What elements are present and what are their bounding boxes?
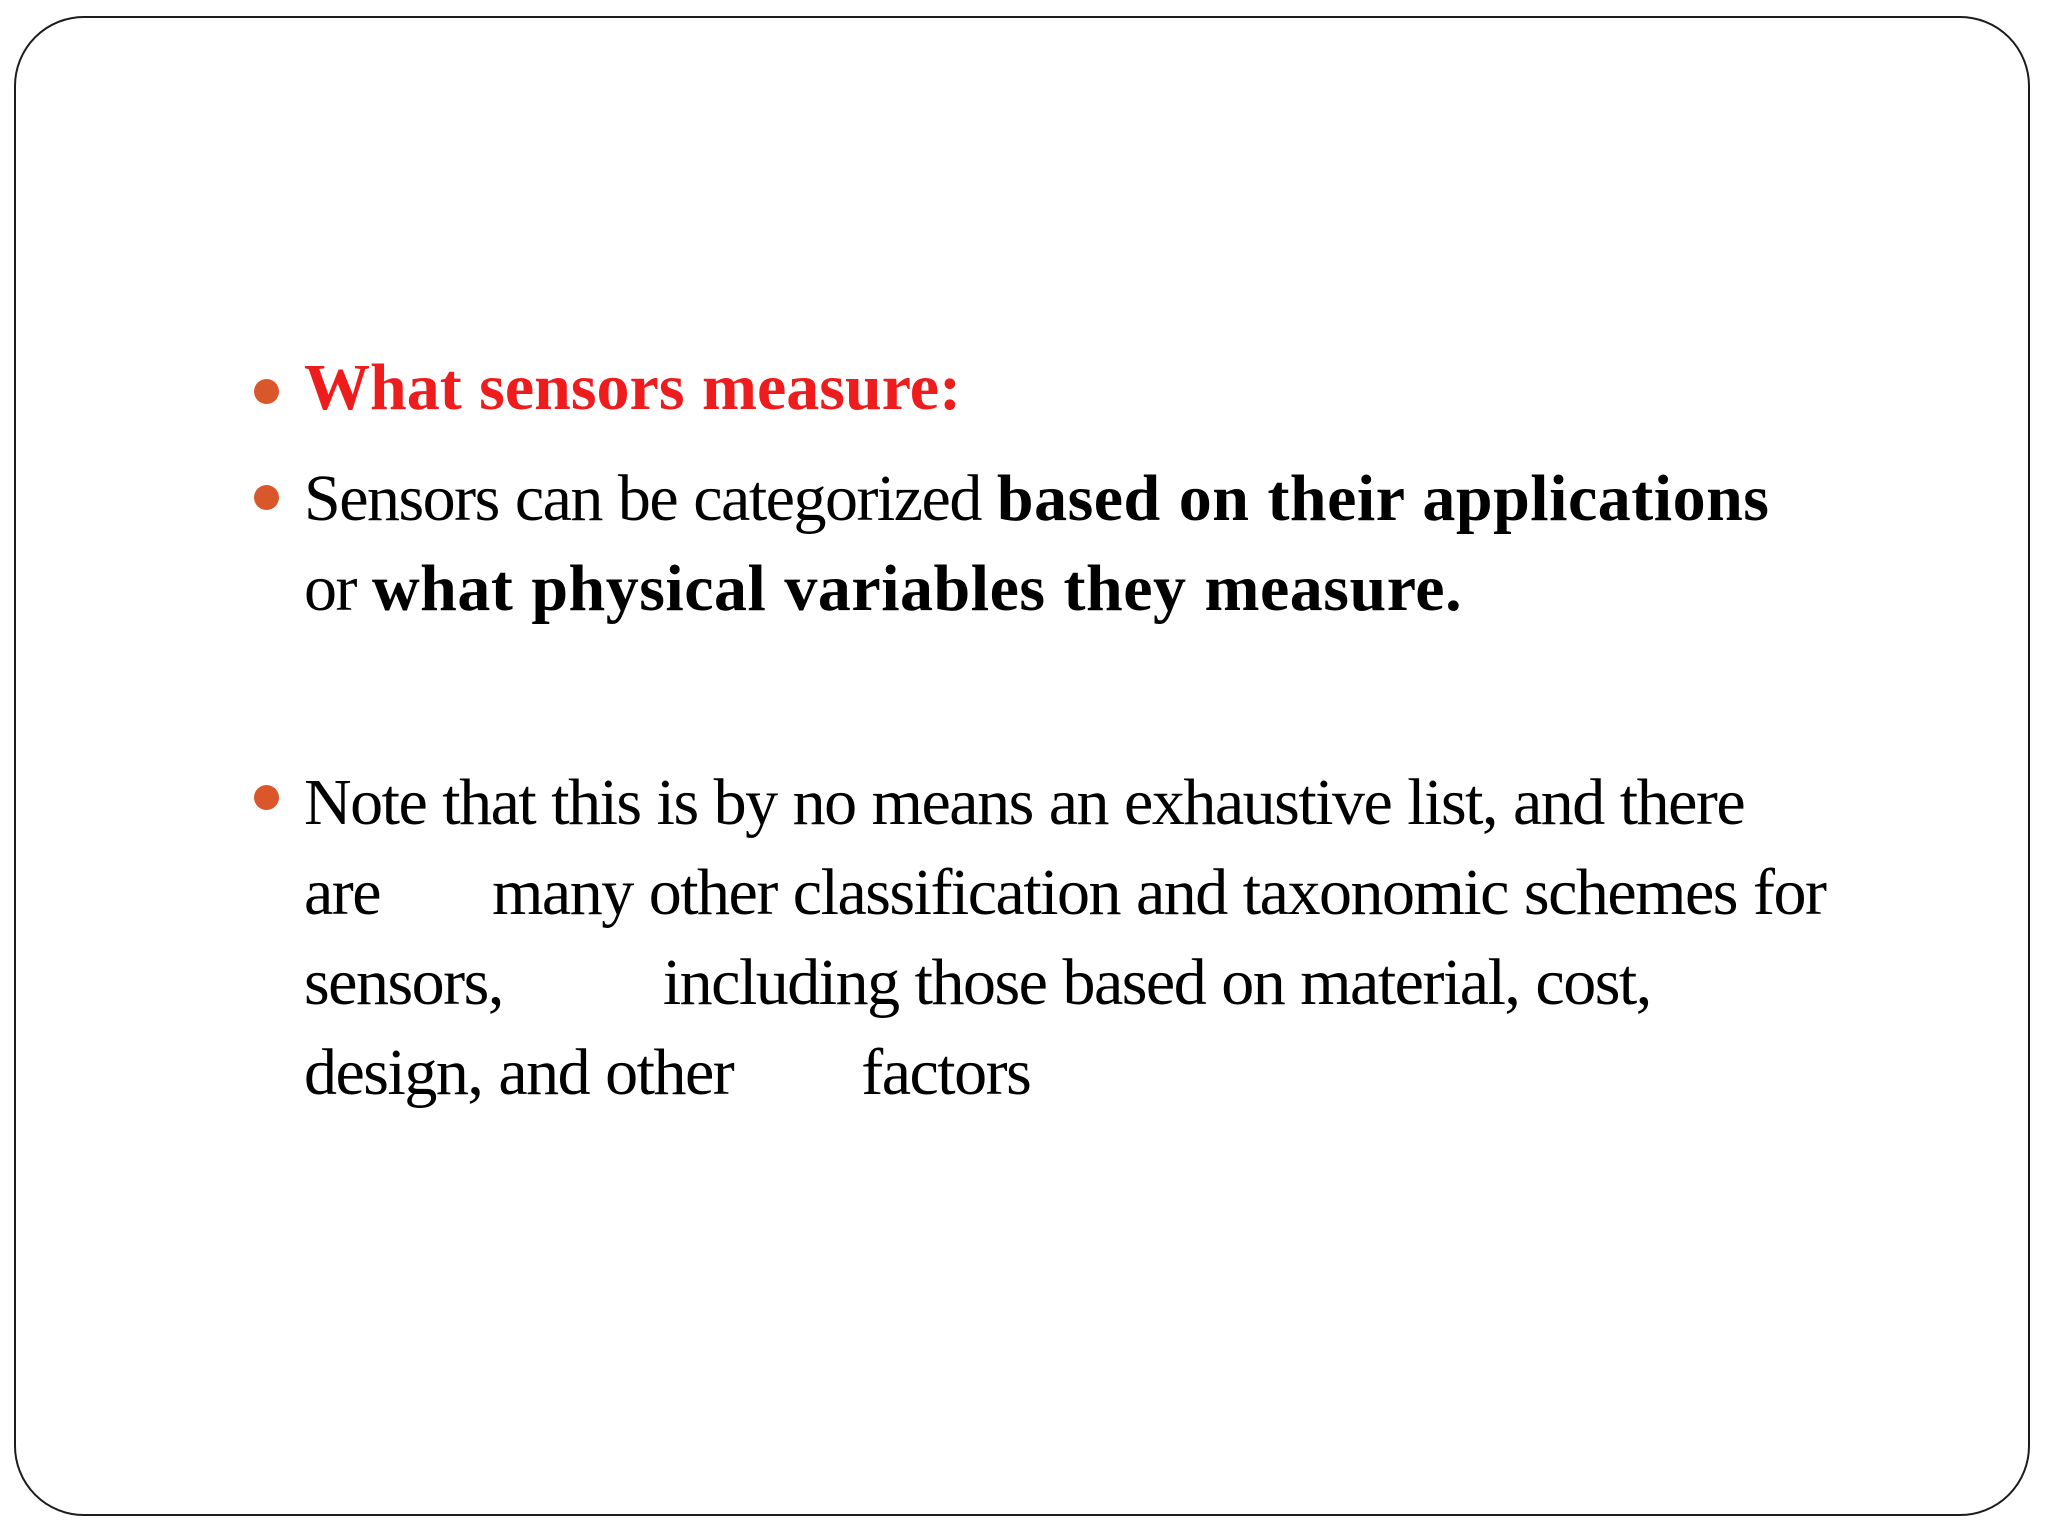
section-heading: What sensors measure: <box>304 351 962 424</box>
bullet-item-categorization <box>304 454 1964 634</box>
bullet-item-heading <box>304 343 1964 433</box>
bullet-item-note <box>304 758 1964 1118</box>
text-line: Note that this is by no means an exhaustive list, and there <box>304 766 1745 839</box>
bullet-dot-icon <box>254 485 279 510</box>
text-line: sensors, including those based on material, cost, <box>304 946 1651 1019</box>
bullet-dot-icon <box>254 379 279 404</box>
slide-frame <box>14 16 2030 1516</box>
text-line <box>304 454 1964 544</box>
plain-text: or <box>304 552 372 625</box>
bold-text: what physical variables they measure. <box>371 552 1463 625</box>
text-line <box>304 544 1964 634</box>
bullet-dot-icon <box>254 785 279 810</box>
plain-text: Sensors can be categorized <box>304 462 997 535</box>
text-line: are many other classification and taxonomic schemes for <box>304 856 1826 929</box>
bold-text: based on their applications <box>996 462 1770 535</box>
text-line: design, and other factors <box>304 1036 1031 1109</box>
